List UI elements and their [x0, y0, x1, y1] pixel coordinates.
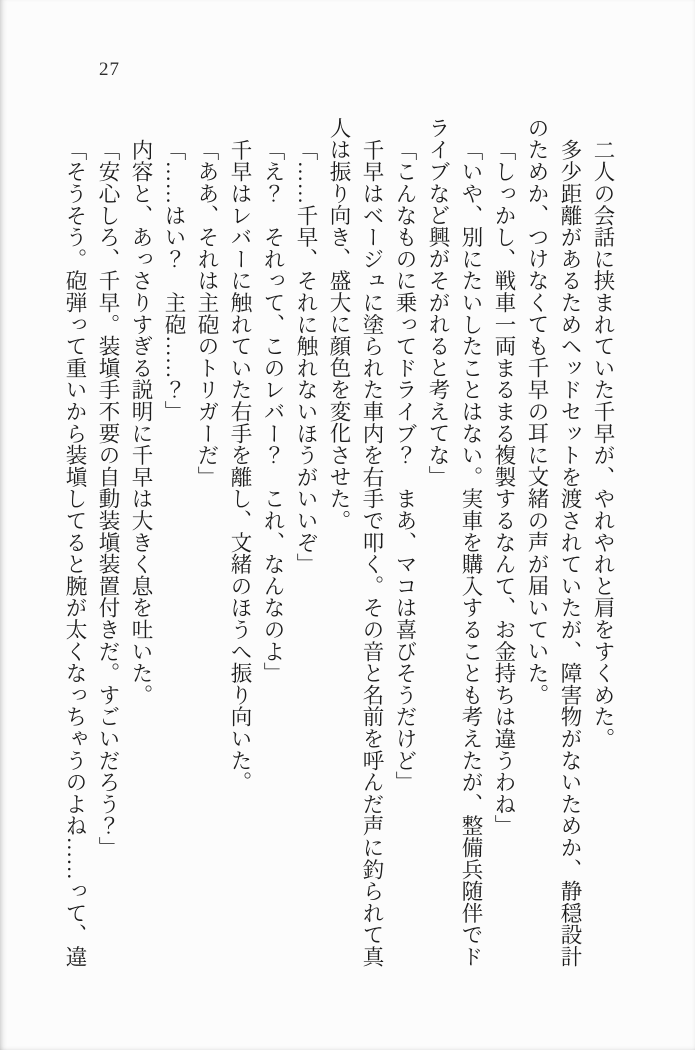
paragraph: 「え？ それって、このレバー？ これ、なんなのよ」	[261, 138, 285, 684]
body-text	[53, 117, 619, 977]
paragraph: 千早はベージュに塗られた車内を右手で叩く。その音と名前を呼んだ声に釣られて真人は振り向き、盛大に顔色を変化させた。	[327, 117, 384, 967]
paragraph: 「そうそう。砲弾って重いから装塡してると腕が太くなっちゃうのよね……って、違	[63, 138, 87, 967]
paragraph: 「こんなものに乗ってドライブ？ まあ、マコは喜びそうだけど」	[393, 138, 417, 793]
paragraph: 千早はレバーに触れていた右手を離し、文緒のほうへ振り向いた。	[228, 138, 252, 793]
paragraph: 多少距離があるためヘッドセットを渡されていたが、障害物がないためか、静穏設計のためか、つけなくても千早の耳に文緒の声が届いていた。	[525, 117, 582, 967]
paragraph: 「しっかし、戦車一両まるまる複製するなんて、お金持ちは違うわね」	[492, 138, 516, 837]
paragraph: 「……はい？ 主砲……？」	[162, 138, 186, 422]
paragraph: 「安心しろ、千早。装塡手不要の自動装塡装置付きだ。すごいだろう？」	[96, 138, 120, 858]
page-number: 27	[99, 59, 120, 80]
paragraph: 二人の会話に挟まれていた千早が、やれやれと肩をすくめた。	[591, 138, 615, 749]
paragraph: 「ああ、それは主砲のトリガーだ」	[195, 138, 219, 488]
paragraph: 「……千早、それに触れないほうがいいぞ」	[294, 138, 318, 575]
paragraph: 「いや、別にたいしたことはない。実車を購入することも考えたが、整備兵随伴でドライブなど興がそがれると考えてな」	[426, 117, 483, 967]
paragraph: 内容と、あっさりすぎる説明に千早は大きく息を吐いた。	[129, 138, 153, 706]
